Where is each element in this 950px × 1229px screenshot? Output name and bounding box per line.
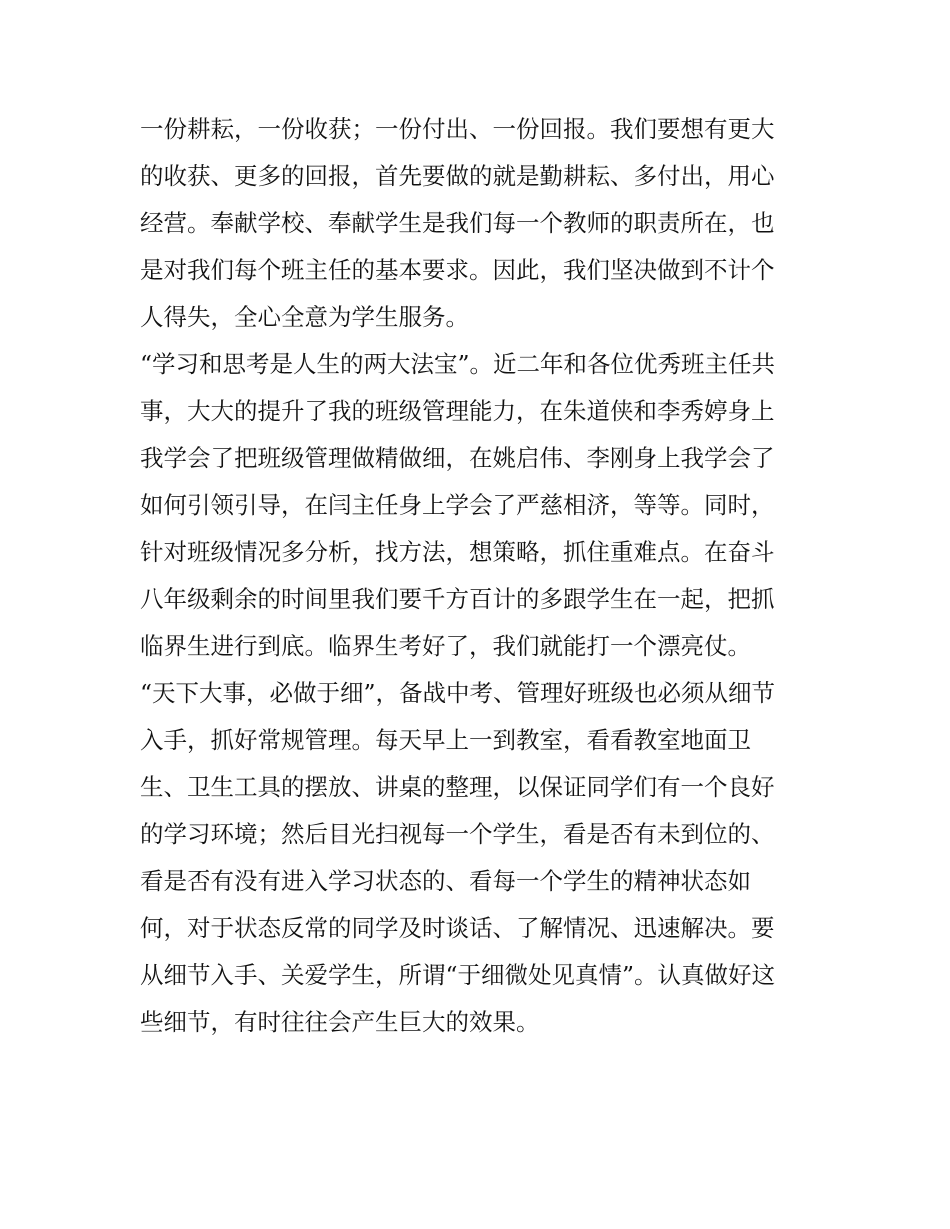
text-line: 如何引领引导，在闫主任身上学会了严慈相济，等等。同时， xyxy=(140,491,775,519)
text-line: 入手，抓好常规管理。每天早上一到教室，看看教室地面卫 xyxy=(140,726,751,754)
text-line: 一份耕耘，一份收获；一份付出、一份回报。我们要想有更大 xyxy=(140,115,775,143)
text-line: 些细节，有时往往会产生巨大的效果。 xyxy=(140,1008,540,1036)
text-line: 经营。奉献学校、奉献学生是我们每一个教师的职责所在，也 xyxy=(140,209,775,237)
text-line: 八年级剩余的时间里我们要千方百计的多跟学生在一起，把抓 xyxy=(140,585,775,613)
text-line: 何，对于状态反常的同学及时谈话、了解情况、迅速解决。要 xyxy=(140,914,775,942)
text-line: 事，大大的提升了我的班级管理能力，在朱道侠和李秀婷身上 xyxy=(140,397,775,425)
text-line: 的学习环境；然后目光扫视每一个学生，看是否有未到位的、 xyxy=(140,820,775,848)
text-line: 的收获、更多的回报，首先要做的就是勤耕耘、多付出，用心 xyxy=(140,162,775,190)
text-line: 从细节入手、关爱学生，所谓“于细微处见真情”。认真做好这 xyxy=(140,961,776,989)
text-line: 看是否有没有进入学习状态的、看每一个学生的精神状态如 xyxy=(140,867,751,895)
text-line: 生、卫生工具的摆放、讲桌的整理，以保证同学们有一个良好 xyxy=(140,773,775,801)
text-line: “天下大事，必做于细”，备战中考、管理好班级也必须从细节 xyxy=(140,679,776,707)
body-text xyxy=(140,106,820,1046)
text-line: “学习和思考是人生的两大法宝”。近二年和各位优秀班主任共 xyxy=(140,350,776,378)
text-line: 人得失，全心全意为学生服务。 xyxy=(140,303,469,331)
text-line: 我学会了把班级管理做精做细，在姚启伟、李刚身上我学会了 xyxy=(140,444,775,472)
text-line: 是对我们每个班主任的基本要求。因此，我们坚决做到不计个 xyxy=(140,256,775,284)
text-line: 临界生进行到底。临界生考好了，我们就能打一个漂亮仗。 xyxy=(140,632,751,660)
text-line: 针对班级情况多分析，找方法，想策略，抓住重难点。在奋斗 xyxy=(140,538,775,566)
